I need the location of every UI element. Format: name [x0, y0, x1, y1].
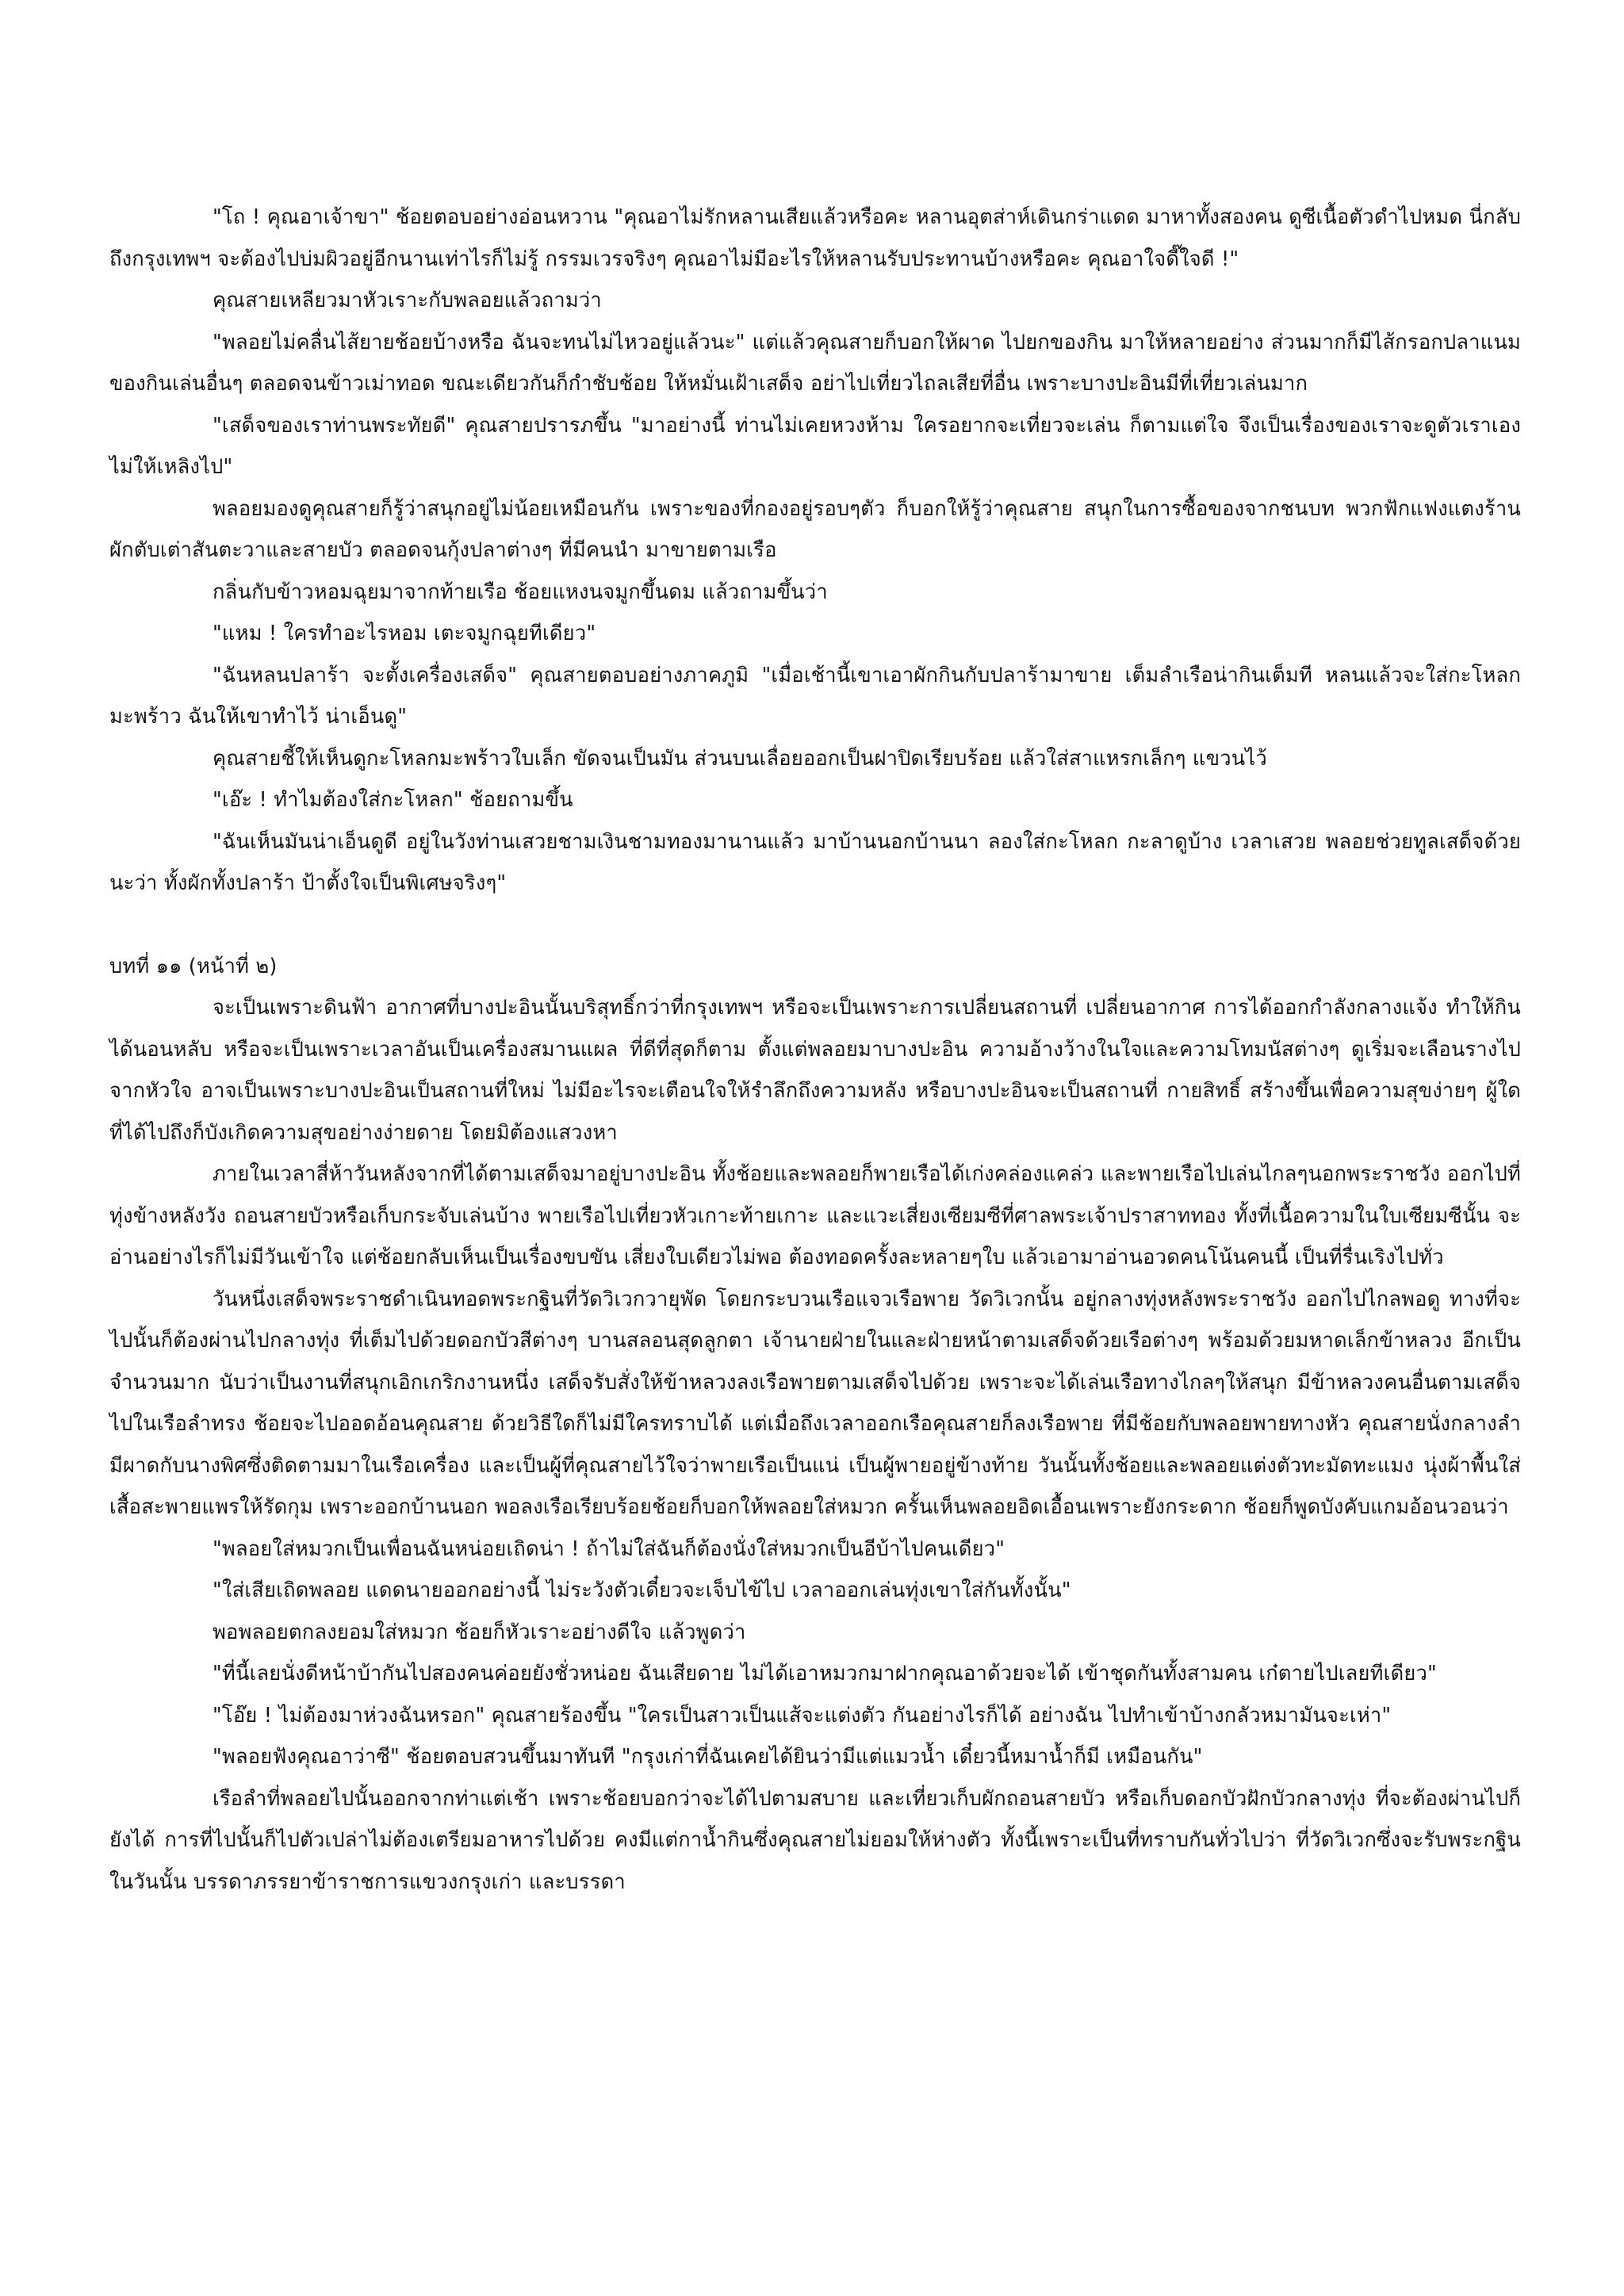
- paragraph: "โอ๊ย ! ไม่ต้องมาห่วงฉันหรอก" คุณสายร้องขึ้น "ใครเป็นสาวเป็นแส้จะแต่งตัว กันอย่างไรก็ได้ อย่างฉัน ไปทำเข้าบ้างกลัวหมามันจะเห่า": [213, 1703, 1392, 1728]
- paragraph: คุณสายชี้ให้เห็นดูกะโหลกมะพร้าวใบเล็ก ขัดจนเป็นมัน ส่วนบนเลื่อยออกเป็นฝาปิดเรียบร้อย แล้วใส่สาแหรกเล็กๆ แขวนไว้: [213, 746, 1267, 771]
- paragraph: พอพลอยตกลงยอมใส่หมวก ช้อยก็หัวเราะอย่างดีใจ แล้วพูดว่า: [213, 1620, 746, 1644]
- paragraph: "เสด็จของเราท่านพระทัยดี" คุณสายปรารภขึ้น "มาอย่างนี้ ท่านไม่เคยหวงห้าม ใครอยากจะเที่ยวจะเล่น ก็ตามแต่ใจ จึงเป็นเรื่องของเราจะดูตัวเราเอง ไม่ให้เหลิงไป": [109, 413, 1521, 479]
- paragraph: "ที่นี้เลยนั่งดีหน้าบ้ากันไปสองคนค่อยยังชั่วหน่อย ฉันเสียดาย ไม่ได้เอาหมวกมาฝากคุณอาด้วยจะได้ เข้าชุดกันทั้งสามคน เก๋ตายไปเลยทีเดียว": [213, 1662, 1437, 1686]
- paragraph: "ฉันเห็นมันน่าเอ็นดูดี อยู่ในวังท่านเสวยชามเงินชามทองมานานแล้ว มาบ้านนอกบ้านนา ลองใส่กะโหลก กะลาดูบ้าง เวลาเสวย พลอยช่วยทูลเสด็จด้วยนะว่า ทั้งผักทั้งปลาร้า ป้าตั้งใจเป็นพิเศษจริงๆ": [109, 829, 1521, 895]
- document-body: [109, 197, 1521, 1903]
- paragraph: พลอยมองดูคุณสายก็รู้ว่าสนุกอยู่ไม่น้อยเหมือนกัน เพราะของที่กองอยู่รอบๆตัว ก็บอกให้รู้ว่าคุณสาย สนุกในการซื้อของจากชนบท พวกฟักแฟงแตงร้าน ผักตับเต่าสันตะวาและสายบัว ตลอดจนกุ้งปลาต่างๆ ที่มีคนนำ มาขายตามเรือ: [109, 496, 1521, 562]
- paragraph: เรือลำที่พลอยไปนั้นออกจากท่าแต่เช้า เพราะช้อยบอกว่าจะได้ไปตามสบาย และเที่ยวเก็บผักถอนสายบัว หรือเก็บดอกบัวฝักบัวกลางทุ่ง ที่จะต้องผ่านไปก็ยังได้ การที่ไปนั้นก็ไปตัวเปล่าไม่ต้องเตรียมอาหารไปด้วย คงมีแต่กาน้ำกินซึ่งคุณสายไม่ยอมให้ห่างตัว ทั้งนี้เพราะเป็นที่ทราบกันทั่วไปว่า ที่วัดวิเวกซึ่งจะรับพระกฐิน ในวันนั้น บรรดาภรรยาข้าราชการแขวงกรุงเก่า และบรรดา: [109, 1786, 1521, 1894]
- paragraph: "พลอยใส่หมวกเป็นเพื่อนฉันหน่อยเถิดน่า ! ถ้าไม่ใส่ฉันก็ต้องนั่งใส่หมวกเป็นอีบ้าไปคนเดียว": [213, 1536, 1005, 1561]
- paragraph: "พลอยไม่คลื่นไส้ยายช้อยบ้างหรือ ฉันจะทนไม่ไหวอยู่แล้วนะ" แต่แล้วคุณสายก็บอกให้ผาด ไปยกของกิน มาให้หลายอย่าง ส่วนมากก็มีไส้กรอกปลาแนม ของกินเล่นอื่นๆ ตลอดจนข้าวเม่าทอด ขณะเดียวกันก็กำชับช้อย ให้หมั่นเฝ้าเสด็จ อย่าไปเที่ยวไถลเสียที่อื่น เพราะบางปะอินมีที่เที่ยวเล่นมาก: [109, 330, 1521, 396]
- paragraph: "พลอยฟังคุณอาว่าซี" ช้อยตอบสวนขึ้นมาทันที "กรุงเก่าที่ฉันเคยได้ยินว่ามีแต่แมวน้ำ เดี๋ยวนี้หมาน้ำก็มี เหมือนกัน": [213, 1745, 1203, 1769]
- paragraph: จะเป็นเพราะดินฟ้า อากาศที่บางปะอินนั้นบริสุทธิ์กว่าที่กรุงเทพฯ หรือจะเป็นเพราะการเปลี่ยนสถานที่ เปลี่ยนอากาศ การได้ออกกำลังกลางแจ้ง ทำให้กินได้นอนหลับ หรือจะเป็นเพราะเวลาอันเป็นเครื่องสมานแผล ที่ดีที่สุดก็ตาม ตั้งแต่พลอยมาบางปะอิน ความอ้างว้างในใจและความโทมนัสต่างๆ ดูเริ่มจะเลือนรางไปจากหัวใจ อาจเป็นเพราะบางปะอินเป็นสถานที่ใหม่ ไม่มีอะไรจะเตือนใจให้รำลึกถึงความหลัง หรือบางปะอินจะเป็นสถานที่ กายสิทธิ์ สร้างขึ้นเพื่อความสุขง่ายๆ ผู้ใดที่ได้ไปถึงก็บังเกิดความสุขอย่างง่ายดาย โดยมิต้องแสวงหา: [109, 996, 1521, 1145]
- chapter-heading: บทที่ ๑๑ (หน้าที่ ๒): [109, 954, 278, 978]
- paragraph: "ฉันหลนปลาร้า จะตั้งเครื่องเสด็จ" คุณสายตอบอย่างภาคภูมิ "เมื่อเช้านี้เขาเอาผักกินกับปลาร้ามาขาย เต็มลำเรือน่ากินเต็มที หลนแล้วจะใส่กะโหลกมะพร้าว ฉันให้เขาทำไว้ น่าเอ็นดู": [109, 663, 1521, 729]
- paragraph: "เอ๊ะ ! ทำไมต้องใส่กะโหลก" ช้อยถามขึ้น: [213, 788, 573, 812]
- paragraph: ภายในเวลาสี่ห้าวันหลังจากที่ได้ตามเสด็จมาอยู่บางปะอิน ทั้งช้อยและพลอยก็พายเรือได้เก่งคล่องแคล่ว และพายเรือไปเล่นไกลๆนอกพระราชวัง ออกไปที่ทุ่งข้างหลังวัง ถอนสายบัวหรือเก็บกระจับเล่นบ้าง พายเรือไปเที่ยวหัวเกาะท้ายเกาะ และแวะเสี่ยงเซียมซีที่ศาลพระเจ้าปราสาททอง ทั้งที่เนื้อความในใบเซียมซีนั้น จะอ่านอย่างไรก็ไม่มีวันเข้าใจ แต่ช้อยกลับเห็นเป็นเรื่องขบขัน เสี่ยงใบเดียวไม่พอ ต้องทอดครั้งละหลายๆใบ แล้วเอามาอ่านอวดคนโน้นคนนี้ เป็นที่รื่นเริงไปทั่ว: [109, 1162, 1521, 1269]
- paragraph: วันหนึ่งเสด็จพระราชดำเนินทอดพระกฐินที่วัดวิเวกวายุพัด โดยกระบวนเรือแจวเรือพาย วัดวิเวกนั้น อยู่กลางทุ่งหลังพระราชวัง ออกไปไกลพอดู ทางที่จะไปนั้นก็ต้องผ่านไปกลางทุ่ง ที่เต็มไปด้วยดอกบัวสีต่างๆ บานสลอนสุดลูกตา เจ้านายฝ่ายในและฝ่ายหน้าตามเสด็จด้วยเรือต่างๆ พร้อมด้วยมหาดเล็กข้าหลวง อีกเป็นจำนวนมาก นับว่าเป็นงานที่สนุกเอิกเกริกงานหนึ่ง เสด็จรับสั่งให้ข้าหลวงลงเรือพายตามเสด็จไปด้วย เพราะจะได้เล่นเรือทางไกลๆให้สนุก มีข้าหลวงคนอื่นตามเสด็จไปในเรือลำทรง ช้อยจะไปออดอ้อนคุณสาย ด้วยวิธีใดก็ไม่มีใครทราบได้ แต่เมื่อถึงเวลาออกเรือคุณสายก็ลงเรือพาย ที่มีช้อยกับพลอยพายทางหัว คุณสายนั่งกลางลำ มีผาดกับนางพิศซึ่งติดตามมาในเรือเครื่อง และเป็นผู้ที่คุณสายไว้ใจว่าพายเรือเป็นแน่ เป็นผู้พายอยู่ข้างท้าย วันนั้นทั้งช้อยและพลอยแต่งตัวทะมัดทะแมง นุ่งผ้าพื้นใส่เสื้อสะพายแพรให้รัดกุม เพราะออกบ้านนอก พอลงเรือเรียบร้อยช้อยก็บอกให้พลอยใส่หมวก ครั้นเห็นพลอยอิดเอื้อนเพราะยังกระดาก ช้อยก็พูดบังคับแกมอ้อนวอนว่า: [109, 1287, 1521, 1519]
- paragraph: "ใส่เสียเถิดพลอย แดดนายออกอย่างนี้ ไม่ระวังตัวเดี๋ยวจะเจ็บไข้ไป เวลาออกเล่นทุ่งเขาใส่กันทั้งนั้น": [213, 1578, 1071, 1602]
- paragraph: "โถ ! คุณอาเจ้าขา" ช้อยตอบอย่างอ่อนหวาน "คุณอาไม่รักหลานเสียแล้วหรือคะ หลานอุตส่าห์เดินกร่าแดด มาหาทั้งสองคน ดูซีเนื้อตัวดำไปหมด นี่กลับถึงกรุงเทพฯ จะต้องไปบ่มผิวอยู่อีกนานเท่าไรก็ไม่รู้ กรรมเวรจริงๆ คุณอาไม่มีอะไรให้หลานรับประทานบ้างหรือคะ คุณอาใจดี๊ใจดี !": [109, 205, 1521, 271]
- paragraph: กลิ่นกับข้าวหอมฉุยมาจากท้ายเรือ ช้อยแหงนจมูกขึ้นดม แล้วถามขึ้นว่า: [213, 580, 828, 604]
- paragraph: คุณสายเหลียวมาหัวเราะกับพลอยแล้วถามว่า: [213, 289, 602, 312]
- paragraph: "แหม ! ใครทำอะไรหอม เตะจมูกฉุยทีเดียว": [213, 622, 596, 645]
